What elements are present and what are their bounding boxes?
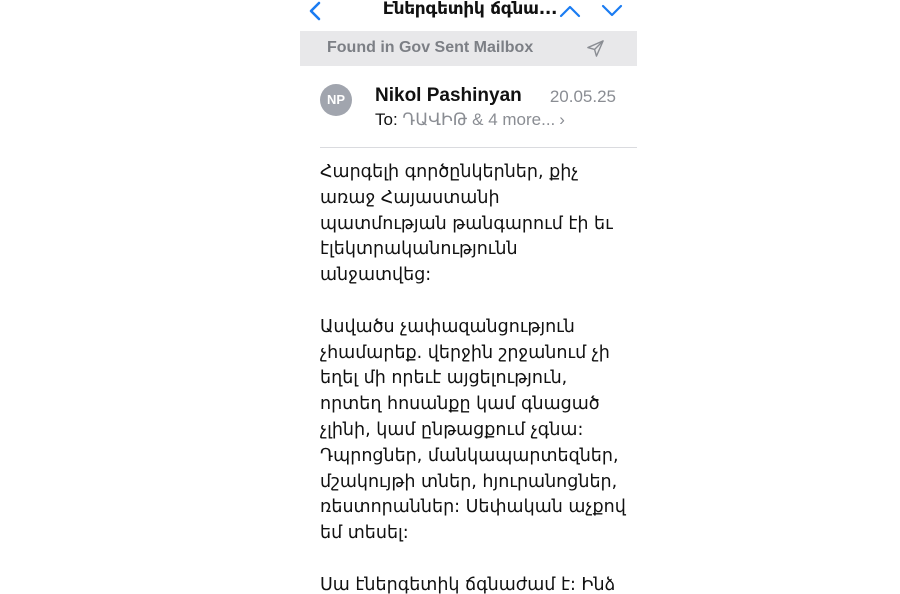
nav-title: Էներգետիկ ճգնա... <box>382 0 558 19</box>
chevron-right-icon: › <box>559 110 565 129</box>
body-line: ռեստորաններ: Սեփական աչքով <box>320 497 626 518</box>
body-line: անջատվեց: <box>320 265 432 286</box>
chevron-left-icon <box>306 0 326 24</box>
mailbox-banner[interactable] <box>300 31 637 66</box>
body-paragraph <box>320 315 626 547</box>
chevron-down-icon <box>600 0 624 22</box>
previous-message-button[interactable] <box>558 0 582 22</box>
recipients-row[interactable] <box>375 110 565 130</box>
to-label: To: <box>375 110 398 129</box>
body-line: էլեկտրականությունն <box>320 239 518 260</box>
body-line: չլինի, կամ ընթացքում չգնա: <box>320 419 584 440</box>
body-line: եղել մի որեւէ այցելություն, <box>320 368 568 389</box>
mailbox-banner-text: Found in Gov Sent Mailbox <box>327 39 534 56</box>
body-paragraph <box>320 573 620 594</box>
chevron-up-icon <box>558 0 582 22</box>
body-line: չհամարեք. վերջին շրջանում չի <box>320 342 610 363</box>
avatar[interactable]: NP <box>320 84 352 116</box>
nav-bar <box>300 0 637 26</box>
body-line: Ասվածս չափազանցություն <box>320 316 575 337</box>
body-line: եմ տեսել: <box>320 523 409 544</box>
body-line: Դպրոցներ, մանկապարտեզներ, <box>320 445 619 466</box>
body-line: պատմության թանգարում էի եւ <box>320 213 613 234</box>
body-line: Սա էներգետիկ ճգնաժամ է: Ինձ <box>320 574 616 594</box>
paper-plane-icon <box>586 39 605 58</box>
body-line: մշակույթի տներ, հյուրանոցներ, <box>320 471 618 492</box>
sender-name[interactable]: Nikol Pashinyan <box>375 85 522 106</box>
body-paragraph <box>320 160 620 289</box>
back-button[interactable] <box>306 0 326 24</box>
message-body <box>320 160 626 594</box>
next-message-button[interactable] <box>600 0 624 22</box>
message-header <box>300 70 637 148</box>
message-date: 20.05.25 <box>549 87 616 106</box>
mail-app <box>300 0 637 594</box>
header-divider <box>320 147 637 148</box>
body-line: Հարգելի գործընկերներ, քիչ <box>320 162 579 182</box>
body-line: որտեղ հոսանքը կամ գնացած <box>320 394 600 415</box>
recipients-list: ԴԱՎԻԹ & 4 more... <box>402 110 556 129</box>
body-line: առաջ Հայաստանի <box>320 187 500 208</box>
